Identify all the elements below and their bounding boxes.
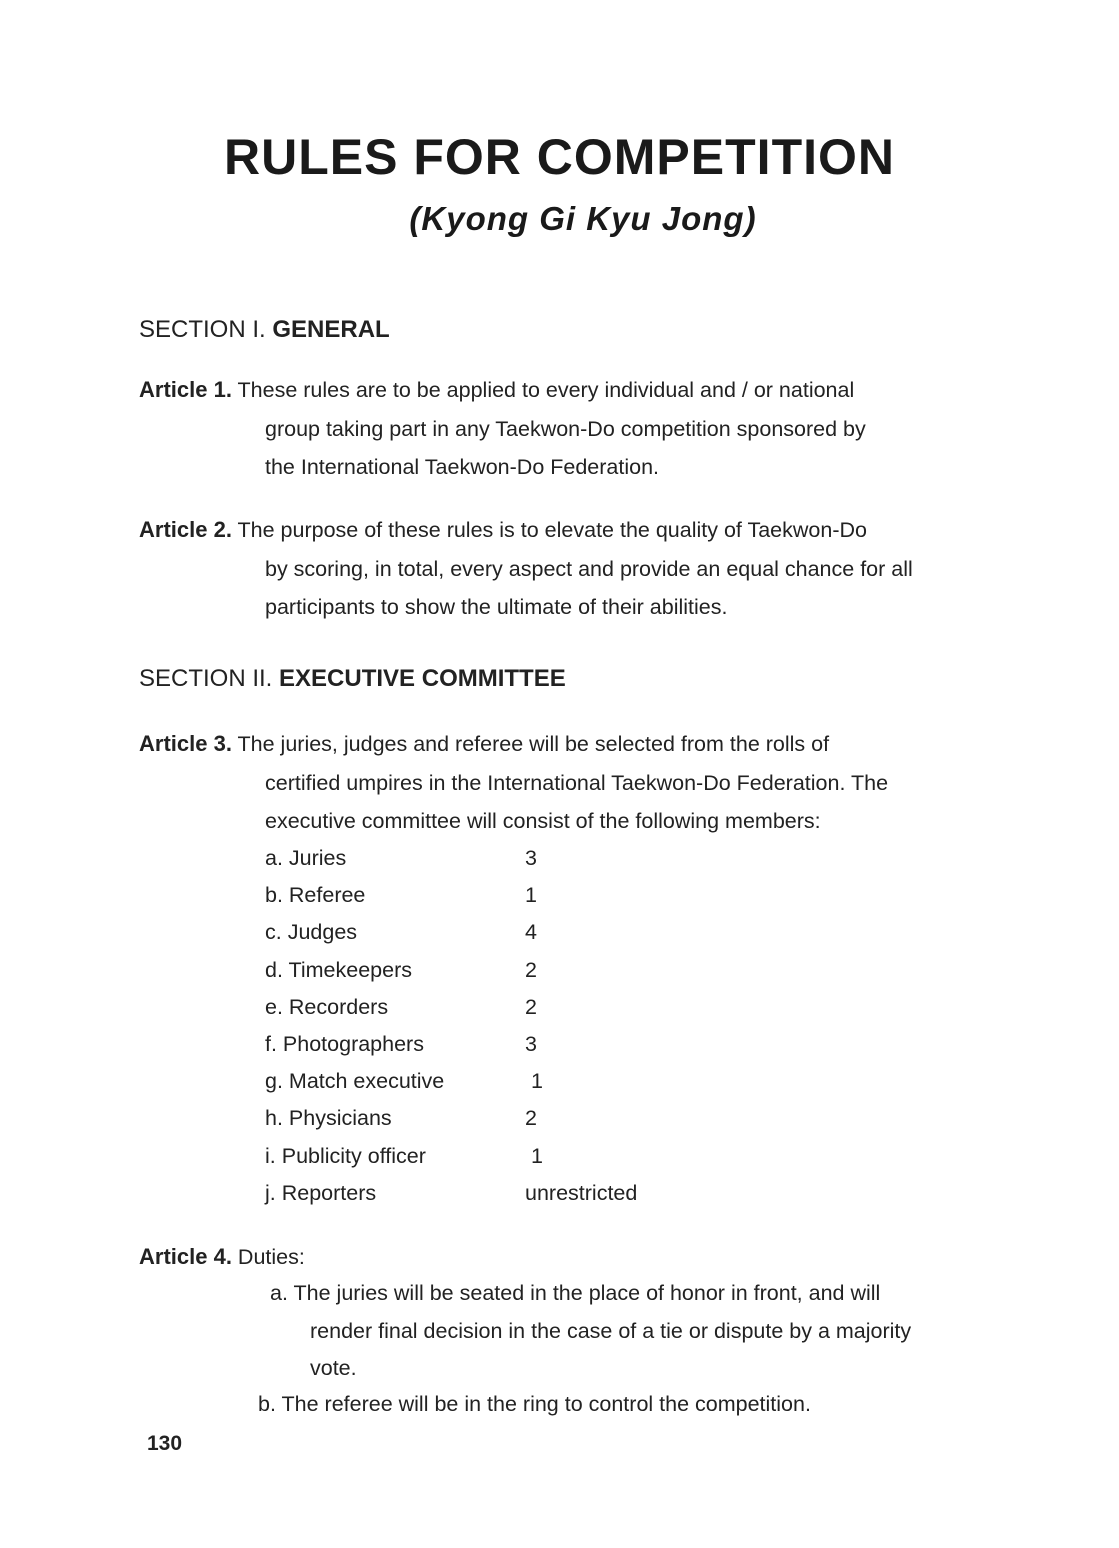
member-count: 1	[531, 1143, 543, 1168]
article-text-line: The purpose of these rules is to elevate the quality of Taekwon-Do	[237, 518, 867, 542]
member-count: 1	[525, 883, 537, 908]
member-count: 3	[525, 846, 537, 870]
article-4	[139, 1238, 1039, 1277]
member-role: b. Referee	[265, 883, 366, 908]
section-heading-executive-committee	[139, 665, 566, 693]
member-count: 2	[525, 994, 537, 1019]
article-text-line: Duties:	[237, 1245, 305, 1269]
section-label: SECTION I.	[139, 316, 266, 343]
member-count: unrestricted	[525, 1180, 638, 1205]
duty-text-line: vote.	[310, 1356, 357, 1380]
article-text-line: by scoring, in total, every aspect and provide an equal chance for all	[265, 556, 913, 581]
member-role: h. Physicians	[265, 1106, 392, 1131]
member-role: g. Match executive	[265, 1069, 445, 1094]
member-count: 3	[525, 1031, 537, 1056]
article-label: Article 1.	[139, 377, 232, 402]
member-count: 2	[525, 957, 537, 982]
member-role: e. Recorders	[265, 994, 389, 1019]
duty-item-b	[258, 1386, 811, 1424]
article-2	[139, 511, 1039, 627]
member-count: 1	[531, 1069, 543, 1094]
article-label: Article 2.	[139, 517, 232, 542]
section-name: GENERAL	[272, 316, 390, 343]
member-role: i. Publicity officer	[265, 1143, 426, 1168]
page-subtitle: (Kyong Gi Kyu Jong)	[409, 200, 757, 237]
article-1	[139, 371, 1039, 487]
duty-text-line: b. The referee will be in the ring to control the competition.	[258, 1392, 811, 1416]
duty-item-a	[270, 1275, 911, 1388]
article-text-line: group taking part in any Taekwon-Do competition sponsored by	[265, 416, 866, 441]
article-3	[139, 725, 1039, 841]
article-text-line: participants to show the ultimate of their abilities.	[265, 595, 728, 619]
duty-text-line: render final decision in the case of a tie or dispute by a majority	[310, 1318, 912, 1343]
article-text-line: the International Taekwon-Do Federation.	[265, 455, 660, 479]
member-count: 4	[525, 920, 537, 945]
section-label: SECTION II.	[139, 665, 273, 692]
duty-text-line: a. The juries will be seated in the place of honor in front, and will	[270, 1281, 881, 1305]
article-text-line: The juries, judges and referee will be selected from the rolls of	[237, 732, 830, 756]
member-role: f. Photographers	[265, 1031, 424, 1056]
page-title: RULES FOR COMPETITION	[224, 129, 895, 185]
member-count: 2	[525, 1106, 537, 1131]
article-label: Article 3.	[139, 731, 232, 756]
article-text-line: executive committee will consist of the following members:	[265, 809, 821, 833]
article-label: Article 4.	[139, 1244, 232, 1269]
section-name: EXECUTIVE COMMITTEE	[279, 665, 566, 692]
member-role: c. Judges	[265, 920, 358, 945]
section-heading-general	[139, 316, 390, 344]
member-role: a. Juries	[265, 846, 347, 870]
article-text-line: These rules are to be applied to every individual and / or national	[237, 378, 855, 402]
member-role: j. Reporters	[265, 1180, 377, 1205]
page-number: 130	[147, 1432, 183, 1455]
article-text-line: certified umpires in the International Taekwon-Do Federation. The	[265, 770, 889, 795]
member-role: d. Timekeepers	[265, 957, 412, 982]
